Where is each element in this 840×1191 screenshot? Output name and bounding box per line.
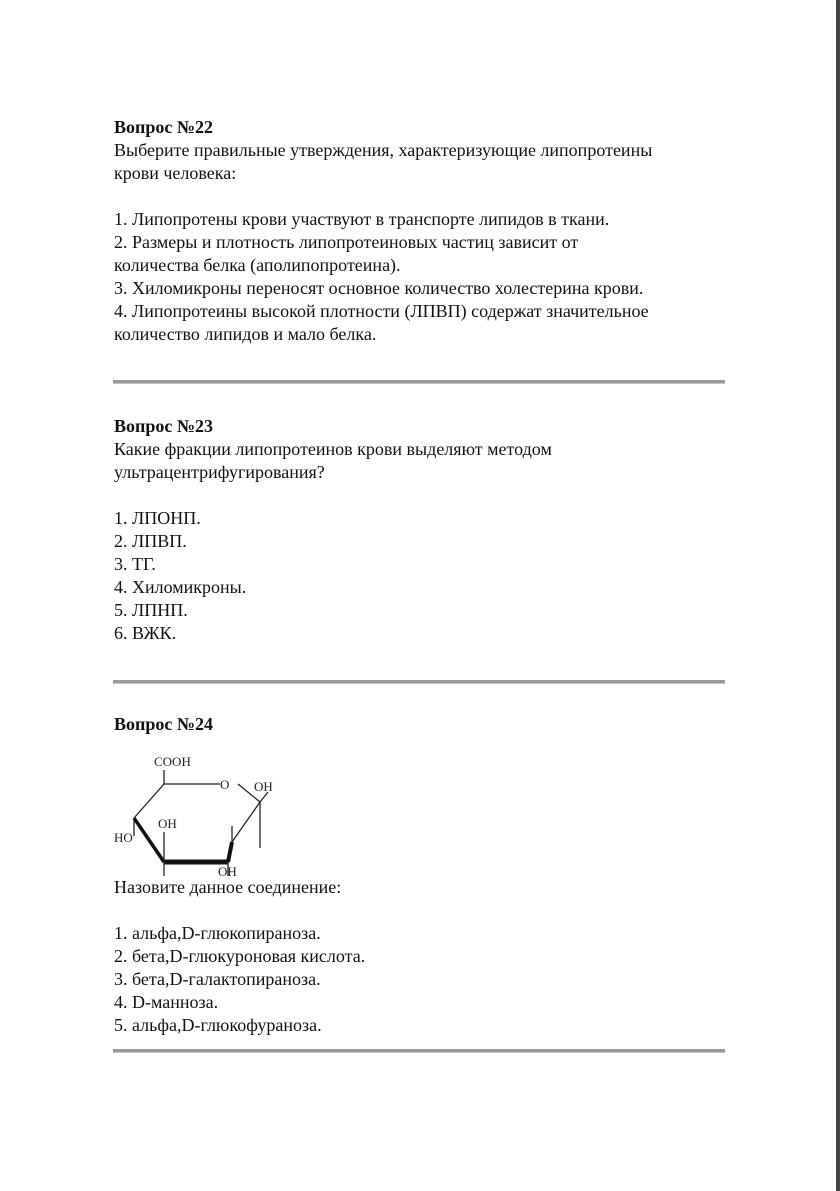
answer-option[interactable]: 1. ЛПОНП.: [114, 508, 201, 528]
answer-list: [114, 208, 734, 346]
answer-option[interactable]: 2. ЛПВП.: [114, 531, 187, 551]
question-24: [114, 713, 734, 1037]
question-text-line: Назовите данное соединение:: [114, 877, 342, 897]
answer-option[interactable]: 5. ЛПНП.: [114, 600, 188, 620]
answer-option[interactable]: 3. бета,D-галактопираноза.: [114, 969, 321, 989]
oh-right-label: OH: [254, 779, 273, 794]
answer-option[interactable]: 1. Липопротены крови участвуют в транспорте липидов в ткани.: [114, 209, 610, 229]
question-text-line: ультрацентрифугирования?: [114, 462, 325, 482]
oh-bottom-label: OH: [218, 864, 237, 876]
answer-option[interactable]: 3. Хиломикроны переносят основное количество холестерина крови.: [114, 278, 644, 298]
question-title: Вопрос №23: [114, 416, 213, 436]
cooh-label: COOH: [154, 754, 191, 769]
question-title: Вопрос №24: [114, 714, 213, 734]
question-text-line: крови человека:: [114, 163, 237, 183]
answer-option[interactable]: 5. альфа,D-глюкофураноза.: [114, 1015, 322, 1035]
section-divider: [113, 680, 725, 684]
answer-option[interactable]: 4. Хиломикроны.: [114, 577, 247, 597]
chemical-structure-diagram: [114, 736, 314, 876]
answer-option[interactable]: 2. бета,D-глюкуроновая кислота.: [114, 946, 366, 966]
answer-list: [114, 507, 734, 645]
question-23: [114, 415, 734, 645]
answer-option-continuation: количество липидов и мало белка.: [114, 324, 377, 344]
answer-option[interactable]: 2. Размеры и плотность липопротеиновых частиц зависит от: [114, 232, 579, 252]
question-22: [114, 116, 734, 346]
answer-option[interactable]: 1. альфа,D-глюкопираноза.: [114, 923, 321, 943]
answer-option[interactable]: 4. Липопротеины высокой плотности (ЛПВП) содержат значительное: [114, 301, 649, 321]
question-title: Вопрос №22: [114, 117, 213, 137]
ring-bond-bold: [228, 842, 232, 862]
question-text-line: Выберите правильные утверждения, характеризующие липопротеины: [114, 140, 653, 160]
ho-left-label: HO: [114, 830, 133, 845]
ring-oxygen-label: O: [220, 777, 230, 792]
answer-option[interactable]: 4. D-манноза.: [114, 992, 219, 1012]
answer-option-continuation: количества белка (аполипопротеина).: [114, 255, 401, 275]
section-divider: [113, 1049, 725, 1053]
answer-option[interactable]: 6. ВЖК.: [114, 623, 177, 643]
ring-bond: [232, 802, 260, 842]
question-text-line: Какие фракции липопротеинов крови выделяют методом: [114, 439, 552, 459]
section-divider: [113, 380, 725, 384]
answer-option[interactable]: 3. ТГ.: [114, 554, 156, 574]
answer-list: [114, 922, 734, 1037]
oh-inner-label: OH: [158, 816, 177, 831]
ring-bond: [134, 784, 164, 818]
